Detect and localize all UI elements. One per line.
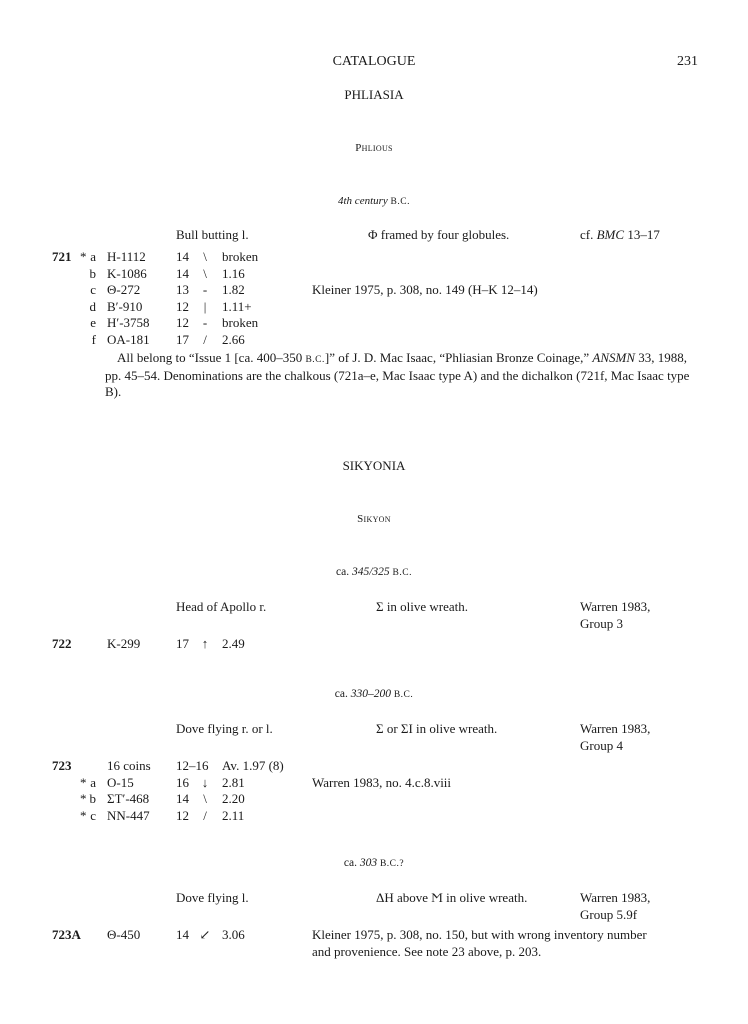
inventory-number: NN-447 <box>107 807 150 823</box>
size-range: 12–16 <box>176 758 209 773</box>
date-italic: 4th century <box>338 195 388 207</box>
variant-letter: c <box>90 282 96 297</box>
reverse-description: Φ framed by four globules. <box>368 227 510 242</box>
die-axis: \ <box>203 249 207 264</box>
reference-line-2: Group 3 <box>580 616 623 631</box>
coin-weight: broken <box>222 315 259 330</box>
coin-weight: 2.49 <box>222 636 245 651</box>
running-title: CATALOGUE <box>332 54 416 69</box>
die-axis: \ <box>203 791 207 806</box>
reference-line-1: Warren 1983, <box>580 890 651 905</box>
star-marker: * <box>80 807 87 823</box>
obverse-description: Bull butting l. <box>176 227 249 242</box>
inventory-number: Θ-272 <box>107 282 141 297</box>
die-axis: - <box>202 315 208 330</box>
row-note-continued: and provenience. See note 23 above, p. 203. <box>312 943 542 959</box>
star-marker: * <box>80 774 87 790</box>
coin-size: 17 <box>176 636 189 651</box>
reference-line-2: Group 5.9f <box>580 907 638 922</box>
coin-size: 12 <box>176 298 189 314</box>
star-marker: * <box>80 249 87 264</box>
coin-count: 16 coins <box>107 758 151 773</box>
variant-letter: f <box>91 331 96 347</box>
coin-weight: 2.20 <box>222 791 245 806</box>
commentary: All belong to “Issue 1 [ca. 400–350 B.C.]” of J. D. Mac Isaac, “Phliasian Bronze Coinage,” ANSMN 33, 1988, pp. 45–54. Denominations are the chalkous (721a–e, Mac Isaac type A) and the dichalkon (721f, Mac Isaac type B). <box>105 350 690 399</box>
row-note: Kleiner 1975, p. 308, no. 149 (H–K 12–14) <box>312 282 538 297</box>
reverse-description: Σ in olive wreath. <box>376 599 469 614</box>
city-heading-sikyon: Sikyon <box>357 513 391 525</box>
coin-size: 16 <box>176 774 189 790</box>
region-heading-phliasia: PHLIASIA <box>344 87 404 102</box>
coin-size: 14 <box>176 791 189 806</box>
inventory-number: O-15 <box>107 774 134 790</box>
coin-size: 12 <box>176 807 189 823</box>
variant-letter: a <box>90 774 96 790</box>
reverse-description: Σ or ΣI in olive wreath. <box>376 721 498 736</box>
date-heading: ca. 330–200 B.C. <box>334 688 414 700</box>
reference-line-1: Warren 1983, <box>580 721 651 736</box>
row-note: Warren 1983, no. 4.c.8.viii <box>312 774 452 790</box>
entry-number: 723A <box>52 927 81 942</box>
variant-letter: e <box>90 315 96 330</box>
inventory-number: Θ-450 <box>107 927 141 942</box>
die-axis: ↓ <box>201 774 209 790</box>
date-heading: ca. 345/325 B.C. <box>336 566 412 578</box>
entry-number: 722 <box>52 636 72 651</box>
inventory-number: ΣT′-468 <box>107 791 150 806</box>
die-axis: | <box>203 298 207 314</box>
page-number: 231 <box>677 54 698 69</box>
variant-letter: a <box>90 249 96 264</box>
variant-letter: b <box>89 791 96 806</box>
die-axis: ↙ <box>199 927 211 942</box>
coin-size: 14 <box>176 265 189 281</box>
city-heading-phlious: Phlious <box>355 142 393 154</box>
coin-size: 12 <box>176 315 189 330</box>
variant-letter: c <box>90 807 96 823</box>
coin-weight: 1.16 <box>222 265 245 281</box>
die-axis: / <box>203 331 207 347</box>
coin-weight: 1.82 <box>222 282 245 297</box>
die-axis: \ <box>203 265 207 281</box>
inventory-number: H′-3758 <box>107 315 150 330</box>
inventory-number: OA-181 <box>107 331 150 347</box>
variant-letter: b <box>89 265 96 281</box>
inventory-number: B′-910 <box>107 298 143 314</box>
reverse-description: ΔH above Ϻ in olive wreath. <box>376 890 528 905</box>
coin-weight: broken <box>222 249 259 264</box>
obverse-description: Dove flying r. or l. <box>176 721 273 736</box>
date-era: B.C. <box>390 197 410 207</box>
coin-weight: 2.81 <box>222 774 245 790</box>
die-axis: / <box>203 807 207 823</box>
obverse-description: Head of Apollo r. <box>176 599 267 614</box>
entry-number: 721 <box>52 249 72 264</box>
region-heading-sikyonia: SIKYONIA <box>342 458 406 473</box>
reference-line-2: Group 4 <box>580 738 623 753</box>
reference: cf. BMC 13–17 <box>580 227 660 242</box>
inventory-number: K-1086 <box>107 265 147 281</box>
average-weight: Av. 1.97 (8) <box>222 758 284 773</box>
coin-size: 14 <box>176 927 189 942</box>
die-axis: - <box>202 282 208 297</box>
coin-size: 17 <box>176 331 189 347</box>
date-heading: ca. 303 B.C.? <box>343 857 405 869</box>
inventory-number: K-299 <box>107 636 141 651</box>
coin-weight: 3.06 <box>222 927 245 942</box>
entry-number: 723 <box>52 758 72 773</box>
coin-weight: 2.66 <box>222 331 245 347</box>
coin-size: 14 <box>176 249 189 264</box>
variant-letter: d <box>89 298 96 314</box>
reference-line-1: Warren 1983, <box>580 599 651 614</box>
obverse-description: Dove flying l. <box>176 890 249 905</box>
coin-weight: 2.11 <box>222 807 245 823</box>
star-marker: * <box>80 791 87 806</box>
coin-size: 13 <box>176 282 189 297</box>
inventory-number: H-1112 <box>107 249 146 264</box>
date-heading-phlious <box>0 193 748 210</box>
coin-weight: 1.11+ <box>222 298 252 314</box>
row-note: Kleiner 1975, p. 308, no. 150, but with wrong inventory number <box>312 927 647 942</box>
die-axis: ↑ <box>201 636 209 651</box>
